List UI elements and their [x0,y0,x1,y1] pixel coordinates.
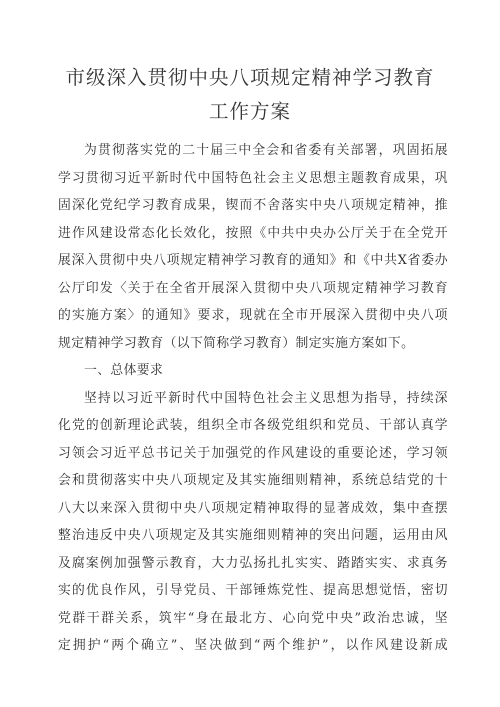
paragraph-2-line: 定拥护“两个确立”、坚决做到“两个维护”，以作风建设新成 [58,638,448,653]
paragraph-1-line: 为贯彻落实党的二十届三中全会和省委有关部署，巩固拓展 [84,143,448,158]
paragraph-1-line: 的实施方案〉的通知》要求，现就在全市开展深入贯彻中央八项 [58,308,448,323]
paragraph-1-line: 展深入贯彻中央八项规定精神学习教育的通知》和《中共X省委办 [58,253,448,268]
paragraph-2-line: 会和贯彻落实中央八项规定及其实施细则精神，系统总结党的十 [58,473,448,488]
paragraph-2-line: 整治违反中央八项规定及其实施细则精神的突出问题，运用由风 [58,528,448,543]
paragraph-1-line: 固深化党纪学习教育成果，锲而不舍落实中央八项规定精神，推 [58,198,448,213]
document-title-line-1: 市级深入贯彻中央八项规定精神学习教育 [65,66,435,89]
paragraph-1-line: 进作风建设常态化长效化，按照《中共中央办公厅关于在全党开 [58,226,448,241]
paragraph-2-line: 及腐案例加强警示教育，大力弘扬扎扎实实、踏踏实实、求真务 [58,556,448,571]
paragraph-1-line: 规定精神学习教育（以下简称学习教育）制定实施方案如下。 [58,336,415,351]
paragraph-1-line: 学习贯彻习近平新时代中国特色社会主义思想主题教育成果，巩 [58,171,448,186]
paragraph-2-line: 八大以来深入贯彻中央八项规定精神取得的显著成效，集中查摆 [58,501,448,516]
paragraph-1-line: 公厅印发〈关于在全省开展深入贯彻中央八项规定精神学习教育 [58,281,448,296]
paragraph-2-line: 党群干群关系，筑牢“身在最北方、心向党中央”政治忠诚，坚 [58,611,448,626]
paragraph-2-line: 化党的创新理论武装，组织全市各级党组织和党员、干部认真学 [58,418,448,433]
section-1-heading: 一、总体要求 [84,363,164,378]
paragraph-2-line: 坚持以习近平新时代中国特色社会主义思想为指导，持续深 [84,391,448,406]
paragraph-2-line: 习领会习近平总书记关于加强党的作风建设的重要论述，学习领 [58,446,448,461]
document-title-line-2: 工作方案 [208,100,291,123]
paragraph-2-line: 实的优良作风，引导党员、干部锤炼党性、提高思想觉悟，密切 [58,583,448,598]
